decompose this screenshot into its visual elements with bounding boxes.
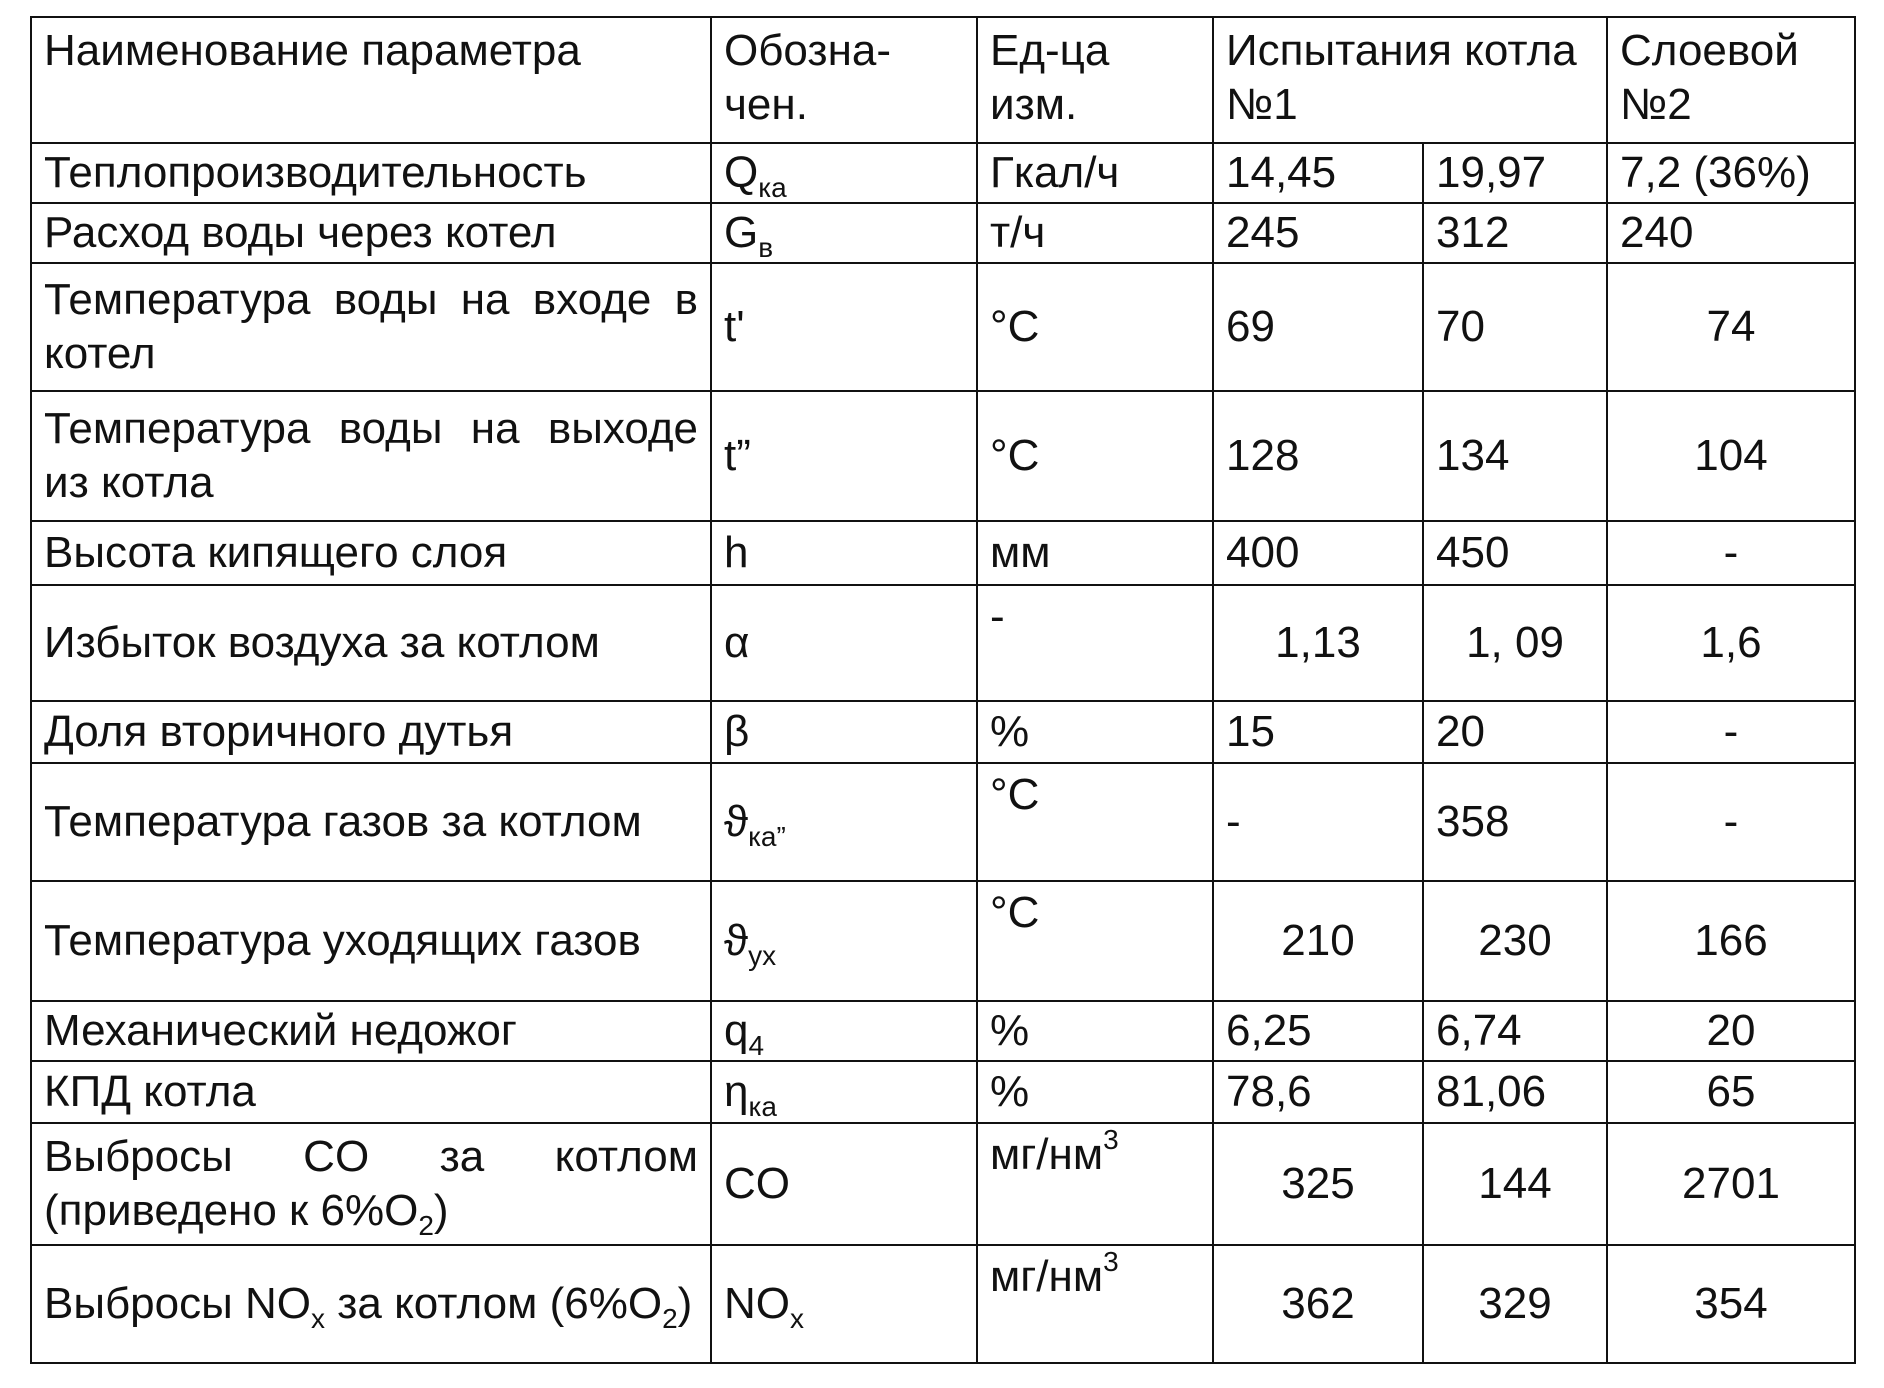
value-layer: 65 [1607, 1061, 1855, 1123]
value-test-1: 6,25 [1213, 1001, 1423, 1061]
symbol-main: ϑ [724, 797, 749, 846]
value-test-2: 144 [1423, 1123, 1607, 1245]
symbol-subscript: ух [748, 940, 777, 971]
symbol-main: t' [724, 302, 745, 351]
param-unit [977, 263, 1213, 391]
param-unit [977, 203, 1213, 263]
symbol-subscript: x [790, 1303, 804, 1334]
param-name-end-2: ) [677, 1279, 693, 1328]
unit-main: °C [990, 770, 1040, 819]
header-unit: Ед-ца изм. [977, 17, 1213, 143]
symbol-main: G [724, 208, 759, 257]
unit-main: °C [990, 888, 1040, 937]
param-unit [977, 881, 1213, 1001]
value-test-1: 78,6 [1213, 1061, 1423, 1123]
value-test-1: 69 [1213, 263, 1423, 391]
value-test-1: 362 [1213, 1245, 1423, 1363]
param-name: Расход воды через котел [31, 203, 711, 263]
value-test-1: 1,13 [1213, 585, 1423, 701]
table-row [31, 521, 1855, 585]
table-row [31, 701, 1855, 763]
symbol-subscript: в [758, 232, 774, 263]
param-symbol [711, 1061, 977, 1123]
value-test-2: 6,74 [1423, 1001, 1607, 1061]
symbol-main: CO [724, 1159, 790, 1208]
symbol-main: NO [724, 1279, 790, 1328]
param-name-end: за котлом (6%O [324, 1279, 663, 1328]
table-row [31, 1001, 1855, 1061]
value-layer: 20 [1607, 1001, 1855, 1061]
value-test-2: 230 [1423, 881, 1607, 1001]
value-test-2: 19,97 [1423, 143, 1607, 203]
symbol-main: β [724, 707, 750, 756]
header-layer: Слоевой №2 [1607, 17, 1855, 143]
symbol-main: α [724, 618, 750, 667]
param-name: Температура воды на выходе из котла [31, 391, 711, 521]
table-row [31, 585, 1855, 701]
value-layer: 7,2 (36%) [1607, 143, 1855, 203]
param-name: Доля вторичного дутья [31, 701, 711, 763]
symbol-main: ϑ [724, 916, 749, 965]
param-name: КПД котла [31, 1061, 711, 1123]
table-row [31, 1061, 1855, 1123]
param-unit [977, 143, 1213, 203]
table-row [31, 263, 1855, 391]
param-unit [977, 1061, 1213, 1123]
param-name-text: Выбросы CO за котлом (приведено к 6%O [44, 1132, 698, 1235]
value-test-2: 358 [1423, 763, 1607, 881]
table-row [31, 203, 1855, 263]
unit-main: - [990, 592, 1005, 641]
param-name: Теплопроизводительность [31, 143, 711, 203]
unit-main: % [990, 1006, 1030, 1055]
param-unit [977, 391, 1213, 521]
symbol-subscript: ка” [748, 821, 786, 852]
header-test: Испытания котла №1 [1213, 17, 1607, 143]
value-test-2: 20 [1423, 701, 1607, 763]
table-row [31, 881, 1855, 1001]
value-test-1: 325 [1213, 1123, 1423, 1245]
symbol-main: h [724, 528, 749, 577]
symbol-subscript: 4 [748, 1030, 765, 1061]
value-layer: 166 [1607, 881, 1855, 1001]
param-symbol [711, 1245, 977, 1363]
param-name: Механический недожог [31, 1001, 711, 1061]
unit-main: °C [990, 302, 1040, 351]
param-unit [977, 1001, 1213, 1061]
param-name [31, 1245, 711, 1363]
symbol-subscript: ка [748, 1091, 777, 1122]
value-layer: 1,6 [1607, 585, 1855, 701]
symbol-main: q [724, 1006, 749, 1055]
unit-superscript: 3 [1103, 1124, 1119, 1155]
param-name: Температура газов за котлом [31, 763, 711, 881]
parameters-table [30, 16, 1856, 1364]
value-test-1: - [1213, 763, 1423, 881]
value-layer: 240 [1607, 203, 1855, 263]
value-test-1: 245 [1213, 203, 1423, 263]
param-name [31, 1123, 711, 1245]
value-layer: 354 [1607, 1245, 1855, 1363]
param-symbol [711, 1001, 977, 1061]
value-test-1: 128 [1213, 391, 1423, 521]
unit-main: % [990, 707, 1030, 756]
value-test-1: 14,45 [1213, 143, 1423, 203]
param-name-subscript: x [310, 1303, 325, 1334]
unit-main: мг/нм [990, 1130, 1104, 1179]
value-layer: - [1607, 701, 1855, 763]
value-layer: - [1607, 521, 1855, 585]
param-name-text: Выбросы NO [44, 1279, 311, 1328]
value-test-1: 15 [1213, 701, 1423, 763]
table-row [31, 391, 1855, 521]
param-name-subscript: 2 [418, 1210, 434, 1241]
param-symbol [711, 203, 977, 263]
symbol-main: η [724, 1067, 749, 1116]
value-layer: 74 [1607, 263, 1855, 391]
unit-main: °C [990, 431, 1040, 480]
param-name: Высота кипящего слоя [31, 521, 711, 585]
param-symbol [711, 763, 977, 881]
unit-main: мг/нм [990, 1252, 1104, 1301]
unit-main: % [990, 1067, 1030, 1116]
header-row [31, 17, 1855, 143]
param-symbol [711, 701, 977, 763]
table-row [31, 1123, 1855, 1245]
unit-superscript: 3 [1103, 1246, 1119, 1277]
value-test-2: 81,06 [1423, 1061, 1607, 1123]
value-layer: - [1607, 763, 1855, 881]
value-test-2: 329 [1423, 1245, 1607, 1363]
value-test-2: 1, 09 [1423, 585, 1607, 701]
param-unit [977, 585, 1213, 701]
param-name-end: ) [433, 1186, 449, 1235]
value-test-1: 210 [1213, 881, 1423, 1001]
param-symbol [711, 1123, 977, 1245]
param-symbol [711, 391, 977, 521]
unit-main: мм [990, 528, 1051, 577]
symbol-main: t” [724, 431, 751, 480]
param-unit [977, 521, 1213, 585]
value-layer: 104 [1607, 391, 1855, 521]
param-symbol [711, 143, 977, 203]
param-name: Избыток воздуха за котлом [31, 585, 711, 701]
param-unit [977, 701, 1213, 763]
value-test-1: 400 [1213, 521, 1423, 585]
param-name: Температура воды на входе в котел [31, 263, 711, 391]
value-test-2: 312 [1423, 203, 1607, 263]
param-symbol [711, 521, 977, 585]
table-row [31, 1245, 1855, 1363]
unit-main: Гкал/ч [990, 148, 1120, 197]
param-symbol [711, 585, 977, 701]
table-row [31, 143, 1855, 203]
header-symbol: Обозна- чен. [711, 17, 977, 143]
param-symbol [711, 263, 977, 391]
param-unit [977, 763, 1213, 881]
value-layer: 2701 [1607, 1123, 1855, 1245]
param-symbol [711, 881, 977, 1001]
value-test-2: 70 [1423, 263, 1607, 391]
symbol-subscript: ка [758, 172, 787, 203]
param-name: Температура уходящих газов [31, 881, 711, 1001]
param-name-subscript-2: 2 [662, 1303, 678, 1334]
value-test-2: 450 [1423, 521, 1607, 585]
param-unit [977, 1123, 1213, 1245]
value-test-2: 134 [1423, 391, 1607, 521]
param-unit [977, 1245, 1213, 1363]
symbol-main: Q [724, 148, 759, 197]
unit-main: т/ч [990, 208, 1046, 257]
header-name: Наименование параметра [31, 17, 711, 143]
table-row [31, 763, 1855, 881]
